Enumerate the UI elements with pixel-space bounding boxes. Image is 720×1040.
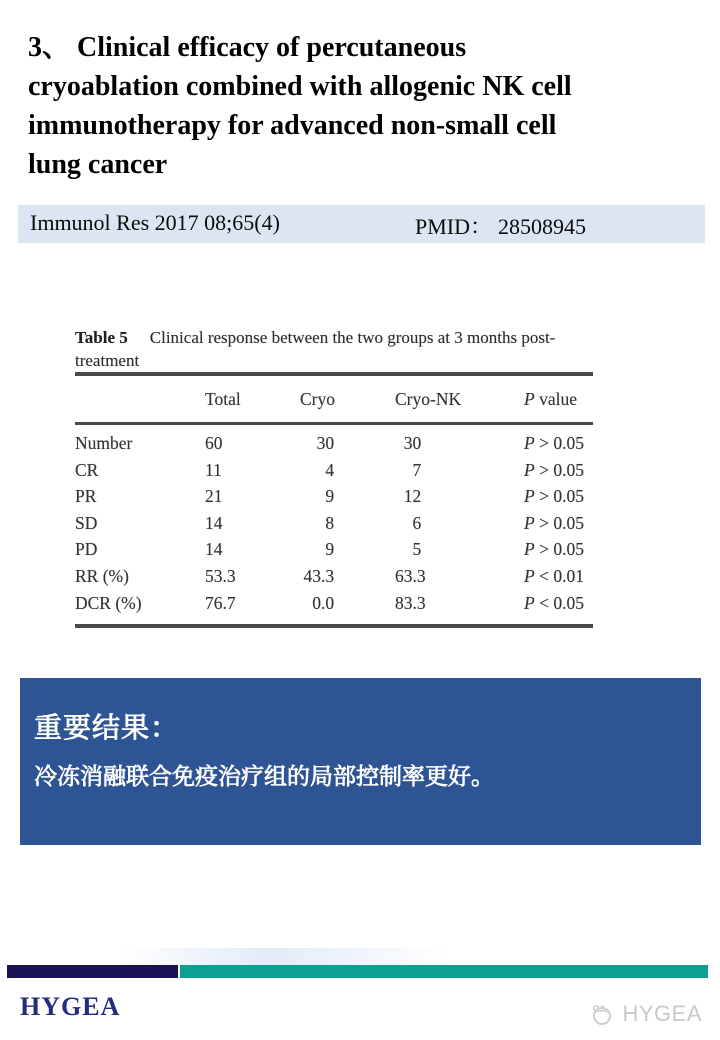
row-label: RR (%) bbox=[75, 565, 129, 586]
cell-total: 11 bbox=[205, 459, 222, 480]
journal-reference: Immunol Res 2017 08;65(4) bbox=[30, 210, 280, 235]
table-row bbox=[75, 563, 593, 590]
row-label: CR bbox=[75, 459, 99, 480]
cell-cryo: 9 bbox=[325, 486, 335, 507]
cell-total: 14 bbox=[205, 539, 223, 560]
cell-cryo: 8 bbox=[325, 512, 335, 533]
table-header-row bbox=[75, 376, 593, 425]
col-header-total: Total bbox=[205, 389, 241, 409]
table-row bbox=[75, 430, 593, 457]
table-caption-text-2: treatment bbox=[75, 351, 140, 370]
row-label: DCR (%) bbox=[75, 592, 142, 613]
cell-total: 76.7 bbox=[205, 592, 236, 613]
footer-divider-navy bbox=[7, 965, 178, 978]
cell-cryo-nk: 7 bbox=[412, 459, 422, 480]
cell-p-value: P > 0.05 bbox=[524, 459, 584, 480]
row-label: Number bbox=[75, 433, 133, 453]
cell-cryo: 0.0 bbox=[312, 592, 335, 613]
table-row bbox=[75, 536, 593, 563]
title-line: lung cancer bbox=[28, 149, 168, 180]
cell-p-value: P > 0.05 bbox=[524, 539, 584, 560]
key-result-text: 冷冻消融联合免疫治疗组的局部控制率更好。 bbox=[34, 763, 494, 789]
key-result-box bbox=[20, 678, 701, 845]
cell-cryo-nk: 6 bbox=[412, 512, 422, 533]
col-header-p-value: P value bbox=[524, 389, 577, 409]
cell-p-value: P > 0.05 bbox=[524, 486, 584, 507]
cell-cryo: 4 bbox=[325, 459, 335, 480]
cell-total: 53.3 bbox=[205, 565, 236, 586]
cell-cryo-nk: 83.3 bbox=[395, 592, 426, 613]
pmid-label: PMID： bbox=[415, 214, 493, 239]
row-label: PD bbox=[75, 539, 98, 560]
cell-total: 14 bbox=[205, 512, 223, 533]
footer-highlight-streak bbox=[120, 948, 450, 965]
watermark bbox=[588, 1000, 702, 1028]
cell-p-value: P < 0.05 bbox=[524, 592, 584, 613]
footer-divider-teal bbox=[180, 965, 708, 978]
table-caption-text: Clinical response between the two groups at 3 months post- bbox=[149, 328, 556, 347]
row-label: PR bbox=[75, 486, 97, 507]
pmid bbox=[415, 210, 586, 241]
hygea-logo-icon bbox=[588, 1000, 616, 1028]
title-line: 3、 Clinical efficacy of percutaneous bbox=[28, 32, 467, 63]
cell-cryo-nk: 63.3 bbox=[395, 565, 426, 586]
table-caption-label: Table 5 bbox=[75, 328, 128, 347]
cell-p-value: P > 0.05 bbox=[524, 512, 584, 533]
row-label: SD bbox=[75, 512, 98, 533]
key-result-heading: 重要结果： bbox=[34, 712, 180, 743]
col-header-cryo-nk: Cryo-NK bbox=[395, 389, 462, 409]
table-row bbox=[75, 483, 593, 510]
cell-cryo-nk: 12 bbox=[403, 486, 422, 507]
watermark-text: HYGEA bbox=[622, 1001, 702, 1026]
table-row bbox=[75, 510, 593, 537]
col-header-blank bbox=[75, 389, 205, 410]
cell-total: 21 bbox=[205, 486, 223, 507]
page-title bbox=[28, 28, 698, 184]
table-caption bbox=[75, 326, 593, 372]
table-row bbox=[75, 457, 593, 484]
cell-p-value: P < 0.01 bbox=[524, 565, 584, 586]
cell-cryo: 9 bbox=[325, 539, 335, 560]
cell-cryo: 30 bbox=[316, 433, 335, 453]
title-line: cryoablation combined with allogenic NK cell bbox=[28, 71, 572, 102]
brand-logo-text: HYGEA bbox=[20, 992, 121, 1021]
table-row bbox=[75, 590, 593, 617]
cell-p-value: P > 0.05 bbox=[524, 433, 584, 453]
citation-bar bbox=[18, 205, 705, 243]
paper-table-figure bbox=[75, 326, 593, 628]
cell-cryo: 43.3 bbox=[303, 565, 335, 586]
title-line: immunotherapy for advanced non-small cell bbox=[28, 110, 557, 141]
cell-cryo-nk: 30 bbox=[403, 433, 422, 453]
cell-total: 60 bbox=[205, 433, 223, 453]
cell-cryo-nk: 5 bbox=[412, 539, 422, 560]
pmid-value: 28508945 bbox=[498, 214, 587, 239]
table-body bbox=[75, 425, 593, 624]
clinical-response-table bbox=[75, 372, 593, 628]
col-header-cryo: Cryo bbox=[300, 389, 335, 409]
